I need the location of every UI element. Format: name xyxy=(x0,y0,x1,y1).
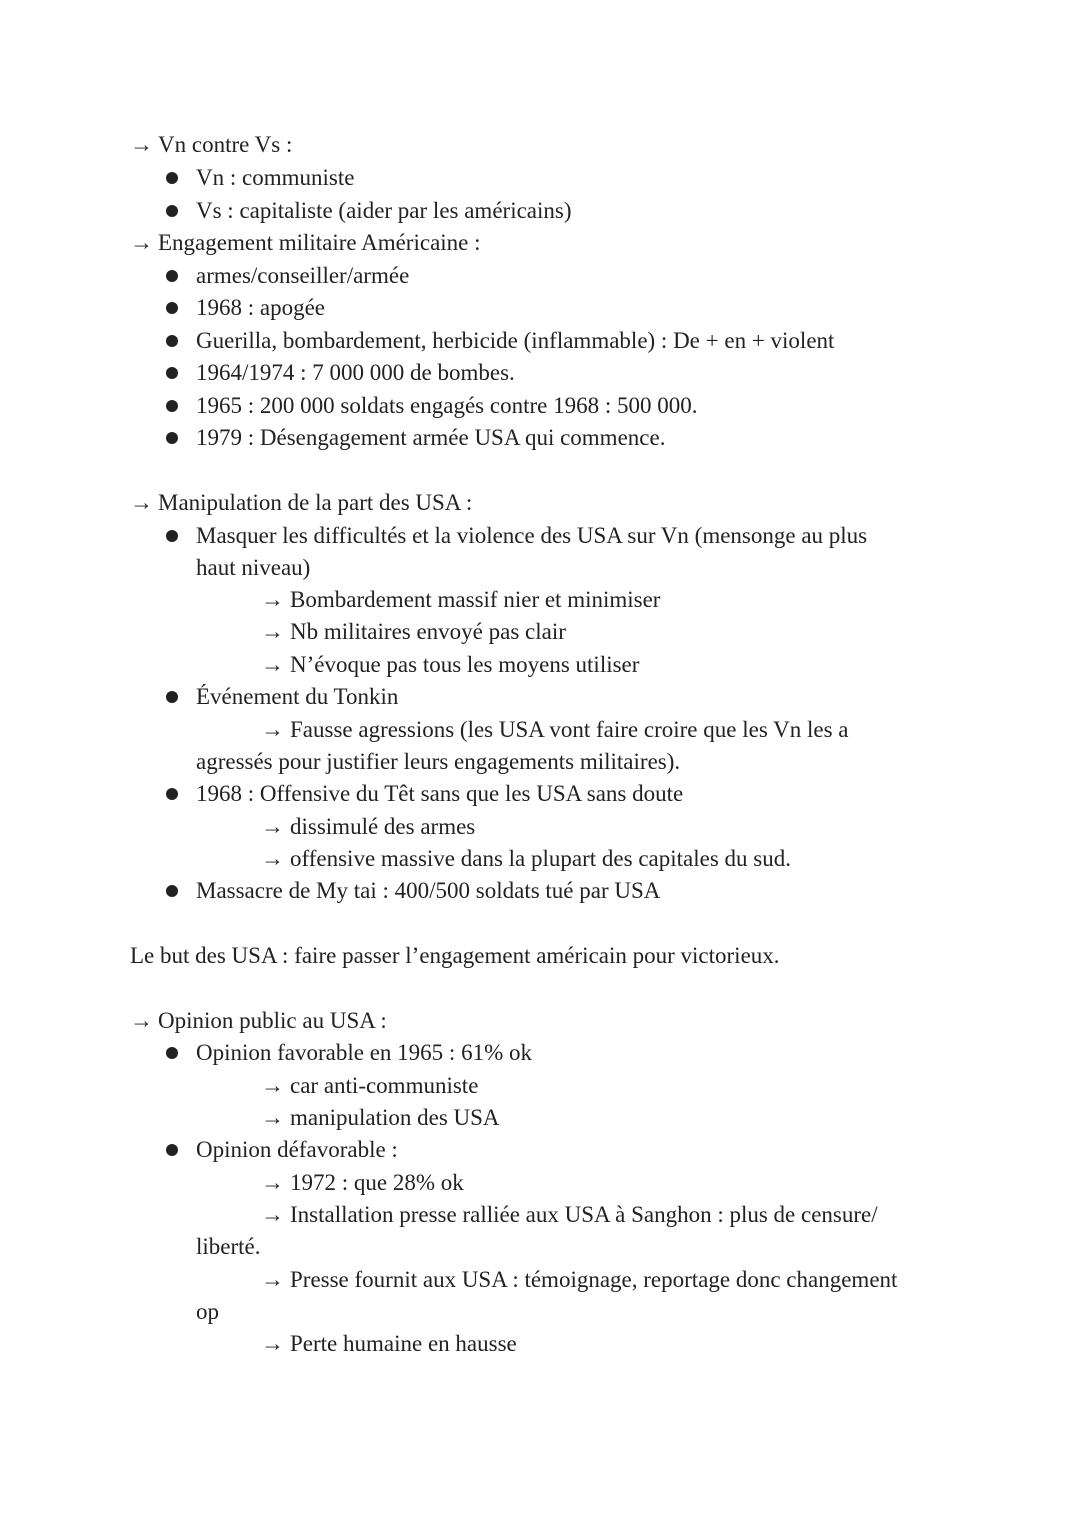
list-item: Événement du Tonkin xyxy=(196,684,399,709)
sub-item-continuation: liberté. xyxy=(196,1234,261,1259)
list-item: Guerilla, bombardement, herbicide (inflammable) : De + en + violent xyxy=(196,328,835,353)
list-item: 1968 : Offensive du Têt sans que les USA sans doute xyxy=(196,781,684,806)
sub-item-continuation: agressés pour justifier leurs engagements militaires). xyxy=(196,749,681,774)
arrow-icon: → xyxy=(261,1331,284,1356)
sub-item: → N’évoque pas tous les moyens utiliser xyxy=(261,652,640,677)
bullet-icon xyxy=(166,691,178,703)
goal-paragraph: Le but des USA : faire passer l’engagement américain pour victorieux. xyxy=(130,943,780,968)
sub-item: → car anti-communiste xyxy=(261,1073,479,1098)
arrow-icon: → xyxy=(261,1073,284,1098)
sub-item: → Perte humaine en hausse xyxy=(261,1331,517,1356)
sub-item: → 1972 : que 28% ok xyxy=(261,1170,464,1195)
sub-item-continuation: op xyxy=(196,1299,219,1324)
list-item: Opinion favorable en 1965 : 61% ok xyxy=(196,1040,532,1065)
arrow-icon: → xyxy=(130,490,153,515)
sub-item: → Presse fournit aux USA : témoignage, reportage donc changement xyxy=(261,1267,898,1292)
list-item: 1979 : Désengagement armée USA qui commence. xyxy=(196,425,666,450)
arrow-icon: → xyxy=(261,1267,284,1292)
list-item: Vn : communiste xyxy=(196,165,355,190)
list-item: Opinion défavorable : xyxy=(196,1137,398,1162)
bullet-icon xyxy=(166,432,178,444)
heading-vn-vs: → Vn contre Vs : xyxy=(130,132,293,157)
list-item: armes/conseiller/armée xyxy=(196,263,410,288)
bullet-icon xyxy=(166,367,178,379)
arrow-icon: → xyxy=(130,230,153,255)
list-item: 1964/1974 : 7 000 000 de bombes. xyxy=(196,360,515,385)
list-item: Vs : capitaliste (aider par les américains) xyxy=(196,198,572,223)
bullet-icon xyxy=(166,172,178,184)
sub-item: → Nb militaires envoyé pas clair xyxy=(261,619,566,644)
arrow-icon: → xyxy=(261,587,284,612)
arrow-icon: → xyxy=(261,846,284,871)
list-item-continuation: haut niveau) xyxy=(196,555,311,580)
bullet-icon xyxy=(166,530,178,542)
bullet-icon xyxy=(166,400,178,412)
arrow-icon: → xyxy=(261,652,284,677)
sub-item: → manipulation des USA xyxy=(261,1105,500,1130)
list-item: 1968 : apogée xyxy=(196,295,326,320)
arrow-icon: → xyxy=(130,132,153,157)
arrow-icon: → xyxy=(261,1202,284,1227)
sub-item: → Installation presse ralliée aux USA à Sanghon : plus de censure/ xyxy=(261,1202,878,1227)
bullet-icon xyxy=(166,205,178,217)
list-item: 1965 : 200 000 soldats engagés contre 1968 : 500 000. xyxy=(196,393,698,418)
list-item: Massacre de My tai : 400/500 soldats tué par USA xyxy=(196,878,661,903)
arrow-icon: → xyxy=(261,717,284,742)
heading-opinion: → Opinion public au USA : xyxy=(130,1008,387,1033)
sub-item: → dissimulé des armes xyxy=(261,814,476,839)
sub-item: → Fausse agressions (les USA vont faire croire que les Vn les a xyxy=(261,717,849,742)
sub-item: → offensive massive dans la plupart des capitales du sud. xyxy=(261,846,791,871)
sub-item: → Bombardement massif nier et minimiser xyxy=(261,587,661,612)
arrow-icon: → xyxy=(261,619,284,644)
bullet-icon xyxy=(166,335,178,347)
arrow-icon: → xyxy=(261,1170,284,1195)
bullet-icon xyxy=(166,270,178,282)
heading-engagement: → Engagement militaire Américaine : xyxy=(130,230,481,255)
bullet-icon xyxy=(166,1144,178,1156)
bullet-icon xyxy=(166,885,178,897)
bullet-icon xyxy=(166,1047,178,1059)
list-item: Masquer les difficultés et la violence des USA sur Vn (mensonge au plus xyxy=(196,523,868,548)
arrow-icon: → xyxy=(261,814,284,839)
arrow-icon: → xyxy=(130,1008,153,1033)
bullet-icon xyxy=(166,302,178,314)
heading-manipulation: → Manipulation de la part des USA : xyxy=(130,490,473,515)
bullet-icon xyxy=(166,788,178,800)
arrow-icon: → xyxy=(261,1105,284,1130)
